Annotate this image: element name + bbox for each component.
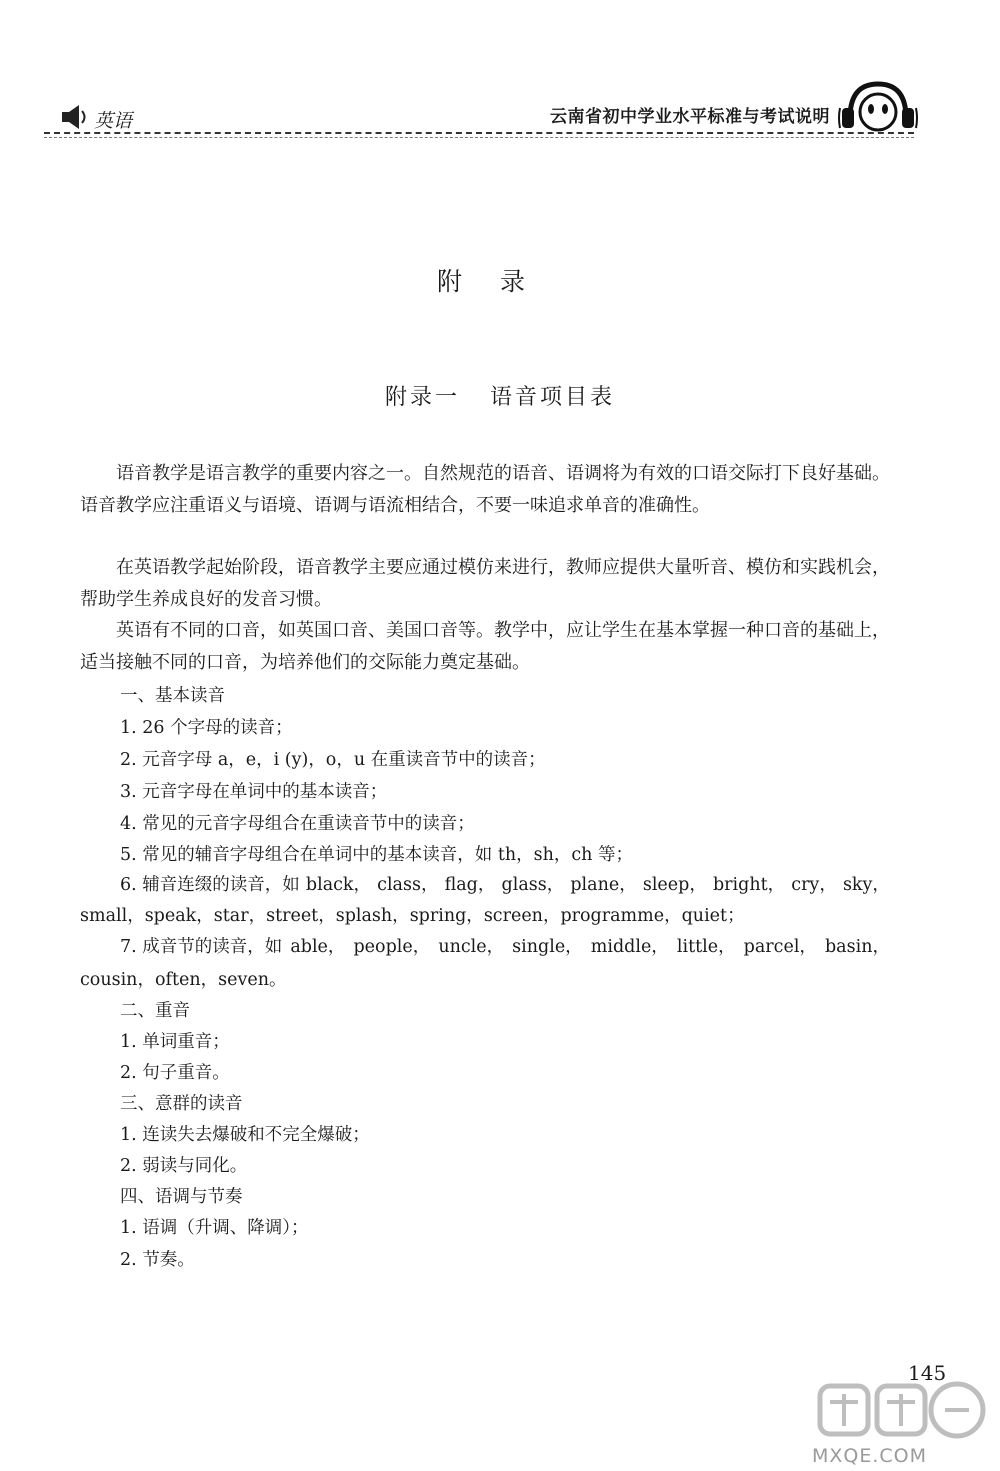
syllabic-line-1: [120, 935, 890, 959]
paragraph-2: 在英语教学起始阶段，语音教学主要应通过模仿来进行，教师应提供大量听音、模仿和实践机会，帮助学生养成良好的发音习惯。: [80, 557, 890, 610]
section-title-part1: 附录一: [384, 385, 460, 410]
section-heading-basic: 一、基本读音: [120, 686, 225, 706]
example-word: cry，: [791, 875, 837, 895]
list-item: 1. 连读失去爆破和不完全爆破；: [120, 1125, 370, 1145]
example-word: splash，: [335, 906, 410, 926]
example-word: star，: [213, 906, 267, 926]
headphones-mascot-icon: [838, 78, 918, 134]
example-word: middle，: [590, 937, 669, 957]
example-word: black，: [305, 875, 372, 895]
section-heading-sense-group: 三、意群的读音: [120, 1094, 243, 1114]
list-item: 1. 语调（升调、降调）；: [120, 1218, 309, 1238]
example-word: people，: [353, 937, 431, 957]
consonant-cluster-line-2: [80, 904, 745, 928]
example-word: spring，: [409, 906, 484, 926]
example-word: small，: [80, 906, 145, 926]
section-title-part2: 语音项目表: [490, 385, 616, 410]
section-heading-stress: 二、重音: [120, 1001, 190, 1021]
example-word: little，: [676, 937, 736, 957]
example-word: sky，: [842, 875, 890, 895]
section-title: [0, 380, 1000, 411]
example-word: single，: [512, 937, 583, 957]
page-title: 附录: [436, 267, 563, 296]
example-word: quiet；: [681, 906, 745, 926]
example-word: uncle，: [438, 937, 505, 957]
watermark-text: MXQE.COM: [812, 1445, 928, 1467]
example-word: flag，: [444, 875, 496, 895]
paragraph-3: 英语有不同的口音，如英国口音、美国口音等。教学中，应让学生在基本掌握一种口音的基础上，适当接触不同的口音，为培养他们的交际能力奠定基础。: [80, 620, 890, 673]
paragraph-1: 语音教学是语言教学的重要内容之一。自然规范的语音、语调将为有效的口语交际打下良好基础。语音教学应注重语义与语境、语调与语流相结合，不要一味追求单音的准确性。: [80, 463, 890, 516]
list-item: 5. 常见的辅音字母组合在单词中的基本读音，如 th，sh，ch 等；: [120, 845, 634, 865]
example-word: able，: [290, 937, 346, 957]
header-divider-secondary: [44, 137, 914, 138]
example-word: glass，: [501, 875, 565, 895]
example-word: speak，: [144, 906, 214, 926]
list-item: 1. 单词重音；: [120, 1032, 230, 1052]
list-item: 7. 成音节的读音，如: [120, 937, 283, 957]
page-number: 145: [908, 1361, 947, 1385]
example-word: sleep，: [642, 875, 707, 895]
list-item: 2. 句子重音。: [120, 1063, 230, 1083]
header-divider: [44, 132, 914, 134]
list-item: 2. 节奏。: [120, 1250, 195, 1270]
example-word: plane，: [570, 875, 637, 895]
example-word: street，: [266, 906, 336, 926]
section-heading-intonation: 四、语调与节奏: [120, 1187, 243, 1207]
header-subject: 英语: [94, 110, 133, 132]
list-item: 2. 弱读与同化。: [120, 1156, 248, 1176]
example-word: parcel，: [743, 937, 817, 957]
header-book-title: 云南省初中学业水平标准与考试说明: [550, 107, 830, 127]
list-item: 1. 26 个字母的读音；: [120, 718, 293, 738]
list-item: 6. 辅音连缀的读音，如: [120, 875, 300, 895]
example-word: screen，: [483, 906, 561, 926]
list-item: 3. 元音字母在单词中的基本读音；: [120, 782, 388, 802]
syllabic-line-2: cousin，often，seven。: [80, 970, 287, 990]
list-item: 2. 元音字母 a，e，i (y)，o，u 在重读音节中的读音；: [120, 750, 546, 770]
example-word: basin，: [824, 937, 890, 957]
speaker-icon: [60, 102, 90, 132]
example-word: programme，: [560, 906, 682, 926]
header-left: [44, 98, 132, 132]
list-item: 4. 常见的元音字母组合在重读音节中的读音；: [120, 814, 475, 834]
example-word: bright，: [712, 875, 786, 895]
consonant-cluster-line-1: [120, 873, 890, 897]
example-word: class，: [377, 875, 439, 895]
